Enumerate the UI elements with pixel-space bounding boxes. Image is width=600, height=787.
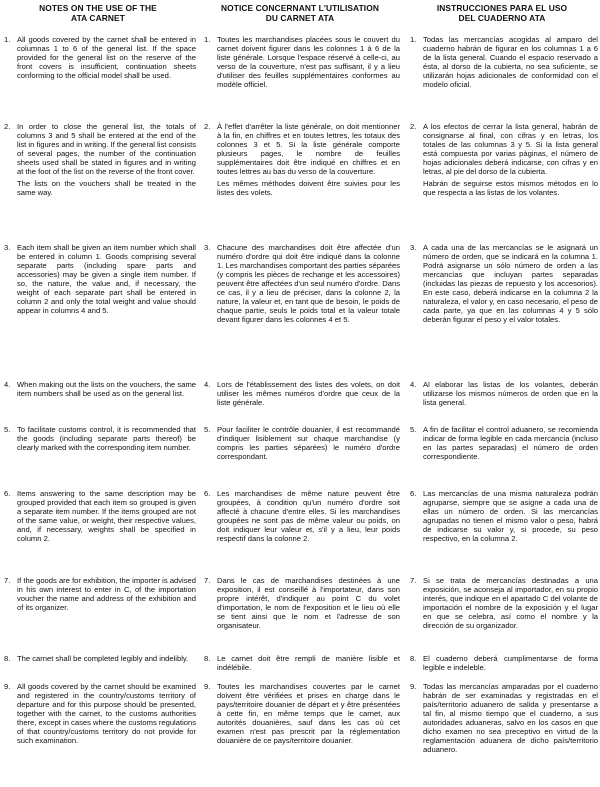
note-text: Dans le cas de marchandises destinées à une exposition, il est conseillé à l'importateur, dans son propre intérêt, d'indiquer au point C du volet d'importation, le nom de l'exposition et le lieu où elle se tient ainsi que le nom et l'adresse de son organisateur. [217,576,400,631]
note-text: Les marchandises de même nature peuvent être groupées, à condition qu'un numéro d'ordre soit affecté à chacune d'entre elles. Si les marchandises groupées ne sont pas de même valeur ou poids, on doit indiquer leur valeur et, s'il y a lieu, leur poids respectif dans la colonne 2. [217,489,400,544]
note-fr-4 [204,380,400,407]
english-column [4,0,196,787]
note-fr-5 [204,425,400,461]
note-text: All goods covered by the carnet should be examined and registered in the country/customs territory of departure and for this purpose should be presented, together with the carnet, to the customs authorities there, except in cases where the customs regulations of that country/customs territory do not provide for such examination. [17,682,196,746]
note-es-7 [410,576,598,630]
note-es-2 [410,122,598,197]
note-text: À l'effet d'arrêter la liste générale, on doit mentionner à la fin, en chiffres et en toutes lettres, les totaux des colonnes 3 et 5. Si la liste générale comporte plusieurs pages, le nombre de feuilles supplémentaires doit être indiqué en chiffres et en toutes lettres au bas du verso de la couverture. [217,122,400,177]
note-text-extra: The lists on the vouchers shall be treated in the same way. [17,179,196,198]
note-fr-9 [204,682,400,745]
note-fr-8 [204,654,400,672]
french-column [204,0,400,787]
note-text: Al elaborar las listas de los volantes, deberán utilizarse los mismos números de orden que en la lista general. [423,380,598,408]
note-text: In order to close the general list, the totals of columns 3 and 5 shall be entered at the end of the list in figures and in writing. If the general list consists of several pages, the number of the continuation sheets used shall be stated in figures and in writing at the foot of the list on the reverse of the front cover. [17,122,196,177]
note-es-9 [410,682,598,754]
note-number: 9. [4,682,11,691]
header-english-line-1: NOTES ON THE USE OF THE [39,3,157,13]
note-number: 8. [410,654,417,663]
note-number: 9. [410,682,417,691]
note-number: 4. [4,380,11,389]
note-number: 1. [204,35,211,44]
note-fr-3 [204,243,400,324]
note-text: Lors de l'établissement des listes des volets, on doit utiliser les mêmes numéros d'ordre que ceux de la liste générale. [217,380,400,408]
note-text: Toutes les marchandises placées sous le couvert du carnet doivent figurer dans les colonnes 1 à 6 de la liste générale. Lorsque l'espace réservé à celle-ci, au verso de la couverture, n'est pas suffisant, il y a lieu d'utiliser des feuilles supplémentaires conformes au modèle officiel. [217,35,400,90]
note-text: Todas las mercancías acogidas al amparo del cuaderno habrán de figurar en los columnas 1 a 6 de la lista general. Cuando el espacio reservado a ésta, al dorso de la cubierta, no sea suficiente, se utilizarán hojas adicionales de conformidad con el modelo oficial. [423,35,598,90]
note-number: 7. [4,576,11,585]
note-fr-2 [204,122,400,197]
note-text: A fin de facilitar el control aduanero, se recomienda indicar de forma legible en cada mercancía (incluso en las partes separadas) el número de orden correspondiente. [423,425,598,462]
note-number: 4. [410,380,417,389]
note-en-9 [4,682,196,745]
header-french-line-2: DU CARNET ATA [265,12,335,23]
note-en-2 [4,122,196,197]
note-number: 5. [410,425,417,434]
note-fr-6 [204,489,400,543]
note-text: Todas las mercancías amparadas por el cuaderno habrán de ser examinadas y registradas en el país/territorio aduanero de salida y presentarse a tal fin, al mismo tiempo que el cuaderno, a sus autoridades aduaneras, salvo en los casos en que dicho examen no sea preceptivo en virtud de la reglamentación aduanera de dicho país/territorio aduanero. [423,682,598,755]
note-number: 6. [204,489,211,498]
note-text: El cuaderno deberá cumplimentarse de forma legible e indeleble. [423,654,598,673]
note-text: Items answering to the same description may be grouped provided that each item so grouped is given a separate item number. If the items grouped are not of the same value, or weight, their respective values, and, if necessary, weights shall be specified in column 2. [17,489,196,544]
note-number: 4. [204,380,211,389]
note-text: All goods covered by the carnet shall be entered in columnas 1 to 6 of the general list. If the space provided for the general list on the reserve of the front covers is insufficient, continuation sheets conforming to the official model shall be used. [17,35,196,81]
note-number: 1. [410,35,417,44]
header-spanish-line-1: INSTRUCCIONES PARA EL USO [436,3,568,13]
note-number: 3. [204,243,211,252]
note-number: 5. [4,425,11,434]
note-number: 2. [204,122,211,131]
note-en-1 [4,35,196,80]
note-text-extra: Les mêmes méthodes doivent être suivies pour les listes des volets. [217,179,400,198]
note-en-3 [4,243,196,315]
note-text-extra: Habrán de seguirse estos mismos métodos en lo que respecta a las listas de los volantes. [423,179,598,198]
note-text: Toutes les marchandises couvertes par le carnet doivent être vérifiées et prises en charge dans le pays/territoire douanier de départ et y être présentées à cette fin, en même temps que le carnet, aux autorités douanières, sauf dans les cas où cet examen n'est pas prescrit par la réglementation douanière de ce pays/territoire douanier. [217,682,400,746]
note-es-1 [410,35,598,89]
note-text: To facilitate customs control, it is recommended that the goods (including separate parts thereof) be clearly marked with the corresponding item number. [17,425,196,453]
note-number: 5. [204,425,211,434]
spanish-column [410,0,598,787]
note-text: Le carnet doit être rempli de manière lisible et indélébile. [217,654,400,673]
note-en-7 [4,576,196,612]
note-number: 2. [4,122,11,131]
note-es-3 [410,243,598,324]
note-en-8 [4,654,196,663]
note-number: 2. [410,122,417,131]
note-number: 3. [4,243,11,252]
note-text: A cada una de las mercancías se le asignará un número de orden, que se indicará en la columna 1. Podrá asignarse un sólo número de orden a las mercancías que incluyan partes separadas (incluidas las piezas de repuesto y los accesorios). En este caso, deberá indicarse en la columna 2 la naturaleza, el valor y, en caso necesario, el peso de cada parte, ya que en las columnas 4 y 5 sólo deberán figurar el peso y el valor totales. [423,243,598,325]
note-es-6 [410,489,598,543]
note-text: Si se trata de mercancías destinadas a una exposición, se aconseja al importador, en su propio interés, que indique en el apartado C del volante de importación el nombre de la exposición y el lugar en que se celebra, así como el nombre y la dirección de su organizador. [423,576,598,631]
note-fr-1 [204,35,400,89]
note-number: 8. [204,654,211,663]
note-en-4 [4,380,196,398]
note-number: 3. [410,243,417,252]
note-text: Each item shall be given an item number which shall be entered in column 1. Goods comprising several separate parts (including spare parts and accessories) may be given a single item number. If so, the nature, the value and, if necessary, the weight of each separate part shall be entered in column 2 and only the total weight and value should appear in columns 4 and 5. [17,243,196,316]
note-text: Chacune des marchandises doit être affectée d'un numéro d'ordre qui doit être indiqué dans la colonne 1. Les marchandises comportant des parties séparées (y compris les pièces de rechange et les accessoires) peuvent être affectées d'un seul numéro d'ordre. Dans ce cas, il y a lieu de préciser, dans la colonne 2, la nature, la valeur et, en tant que de besoin, le poids de chaque partie, seuls le poids total et la valeur totale devant figurer dans les colonnes 4 et 5. [217,243,400,325]
note-number: 6. [4,489,11,498]
header-french-line-1: NOTICE CONCERNANT L'UTILISATION [220,3,379,13]
header-spanish-line-2: DEL CUADERNO ATA [458,12,546,23]
note-number: 7. [410,576,417,585]
note-text: Las mercancías de una misma naturaleza podrán agruparse, siempre que se asigne a cada una de ellas un número de orden. Si las mercancías agrupadas no tienen el mismo valor o peso, habrá de indicarse su valor y, si procede, su peso respectivo, en la columna 2. [423,489,598,544]
note-text: If the goods are for exhibition, the importer is advised in his own interest to enter in C, of the importation voucher the name and address of the exhibition and of its organizer. [17,576,196,613]
note-number: 7. [204,576,211,585]
note-number: 6. [410,489,417,498]
note-es-5 [410,425,598,461]
note-es-8 [410,654,598,672]
note-fr-7 [204,576,400,630]
note-number: 1. [4,35,11,44]
note-number: 9. [204,682,211,691]
note-text: A los efectos de cerrar la lista general, habrán de consignarse al final, con cifras y en letras, los totales de las columnas 3 y 5. Si la lista general está compuesta por varias páginas, el número de hojas adicionales deberá indicarse, con cifras y en letras, al pie del dorso de la cubierta. [423,122,598,177]
note-text: When making out the lists on the vouchers, the same item numbers shall be used as on the general list. [17,380,196,399]
note-es-4 [410,380,598,407]
note-en-6 [4,489,196,543]
note-text: Pour faciliter le contrôle douanier, il est recommandé d'indiquer lisiblement sur chaque marchandise (y compris les parties séparées) le numéro d'ordre correspondant. [217,425,400,462]
note-number: 8. [4,654,11,663]
note-text: The carnet shall be completed legibly and indelibly. [17,654,189,663]
header-english-line-2: ATA CARNET [71,12,125,23]
note-en-5 [4,425,196,452]
